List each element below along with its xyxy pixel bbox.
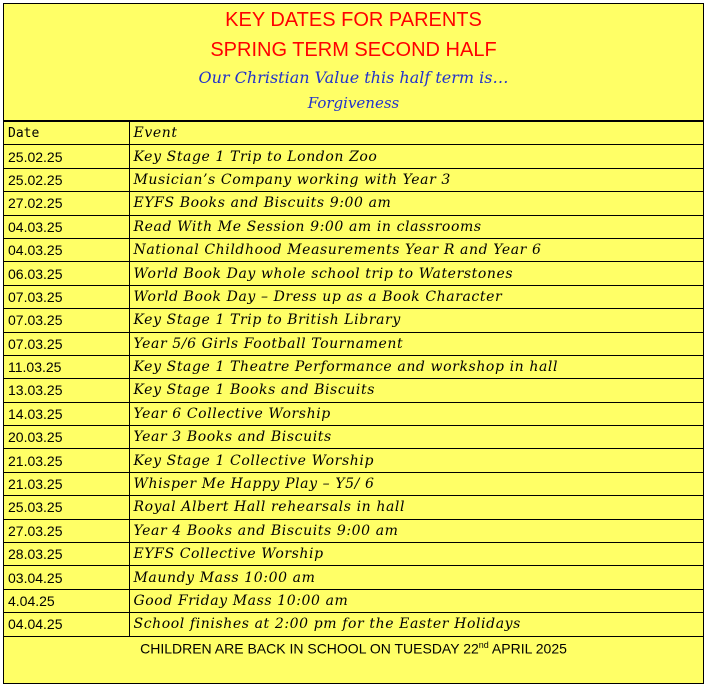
event-description: Musician’s Company working with Year 3	[129, 168, 703, 191]
event-description: Read With Me Session 9:00 am in classrooms	[129, 215, 703, 238]
event-date: 28.03.25	[4, 543, 129, 566]
event-description: Year 6 Collective Worship	[129, 402, 703, 425]
event-description: World Book Day whole school trip to Waterstones	[129, 262, 703, 285]
table-row	[4, 613, 703, 636]
event-description: Year 4 Books and Biscuits 9:00 am	[129, 519, 703, 542]
event-description: National Childhood Measurements Year R and Year 6	[129, 238, 703, 261]
event-date: 07.03.25	[4, 285, 129, 308]
table-row	[4, 285, 703, 308]
table-row	[4, 192, 703, 215]
column-header-date: Date	[4, 122, 129, 145]
table-row	[4, 426, 703, 449]
return-notice-text-end: APRIL 2025	[488, 640, 567, 657]
event-date: 03.04.25	[4, 566, 129, 589]
event-description: World Book Day – Dress up as a Book Character	[129, 285, 703, 308]
table-row	[4, 566, 703, 589]
table-row	[4, 519, 703, 542]
title-line-2: SPRING TERM SECOND HALF	[210, 39, 497, 61]
event-description: Good Friday Mass 10:00 am	[129, 589, 703, 612]
event-date: 04.03.25	[4, 215, 129, 238]
event-date: 04.03.25	[4, 238, 129, 261]
table-row	[4, 309, 703, 332]
event-description: School finishes at 2:00 pm for the Easter Holidays	[129, 613, 703, 636]
event-description: Key Stage 1 Collective Worship	[129, 449, 703, 472]
column-header-event: Event	[129, 122, 703, 145]
table-row	[4, 238, 703, 261]
return-notice-text: CHILDREN ARE BACK IN SCHOOL ON TUESDAY 22	[140, 640, 479, 657]
event-description: Royal Albert Hall rehearsals in hall	[129, 496, 703, 519]
table-row	[4, 543, 703, 566]
event-date: 25.02.25	[4, 168, 129, 191]
event-date: 04.04.25	[4, 613, 129, 636]
event-date: 25.02.25	[4, 145, 129, 168]
return-date-notice	[4, 637, 703, 657]
event-date: 21.03.25	[4, 449, 129, 472]
table-row	[4, 449, 703, 472]
event-description: Key Stage 1 Trip to British Library	[129, 309, 703, 332]
event-description: Whisper Me Happy Play – Y5/ 6	[129, 472, 703, 495]
header	[4, 4, 703, 121]
table-row	[4, 496, 703, 519]
table-row	[4, 215, 703, 238]
event-date: 07.03.25	[4, 309, 129, 332]
ordinal-suffix: nd	[478, 639, 489, 650]
event-date: 20.03.25	[4, 426, 129, 449]
event-description: EYFS Collective Worship	[129, 543, 703, 566]
key-dates-table	[4, 121, 703, 637]
key-dates-sheet	[3, 3, 704, 684]
table-row	[4, 402, 703, 425]
event-date: 27.03.25	[4, 519, 129, 542]
table-row	[4, 262, 703, 285]
table-row	[4, 145, 703, 168]
event-date: 25.03.25	[4, 496, 129, 519]
event-description: Year 5/6 Girls Football Tournament	[129, 332, 703, 355]
table-row	[4, 355, 703, 378]
table-row	[4, 332, 703, 355]
event-description: Key Stage 1 Trip to London Zoo	[129, 145, 703, 168]
table-row	[4, 168, 703, 191]
event-description: Year 3 Books and Biscuits	[129, 426, 703, 449]
event-description: EYFS Books and Biscuits 9:00 am	[129, 192, 703, 215]
title-line-1: KEY DATES FOR PARENTS	[225, 9, 482, 31]
event-date: 21.03.25	[4, 472, 129, 495]
event-date: 07.03.25	[4, 332, 129, 355]
event-date: 14.03.25	[4, 402, 129, 425]
table-row	[4, 589, 703, 612]
event-date: 13.03.25	[4, 379, 129, 402]
christian-value: Forgiveness	[307, 94, 400, 112]
table-row	[4, 379, 703, 402]
event-date: 27.02.25	[4, 192, 129, 215]
table-row	[4, 472, 703, 495]
event-description: Key Stage 1 Books and Biscuits	[129, 379, 703, 402]
event-date: 11.03.25	[4, 355, 129, 378]
event-description: Key Stage 1 Theatre Performance and workshop in hall	[129, 355, 703, 378]
event-date: 06.03.25	[4, 262, 129, 285]
event-date: 4.04.25	[4, 589, 129, 612]
christian-value-intro: Our Christian Value this half term is…	[198, 68, 509, 87]
table-header-row	[4, 122, 703, 145]
event-description: Maundy Mass 10:00 am	[129, 566, 703, 589]
